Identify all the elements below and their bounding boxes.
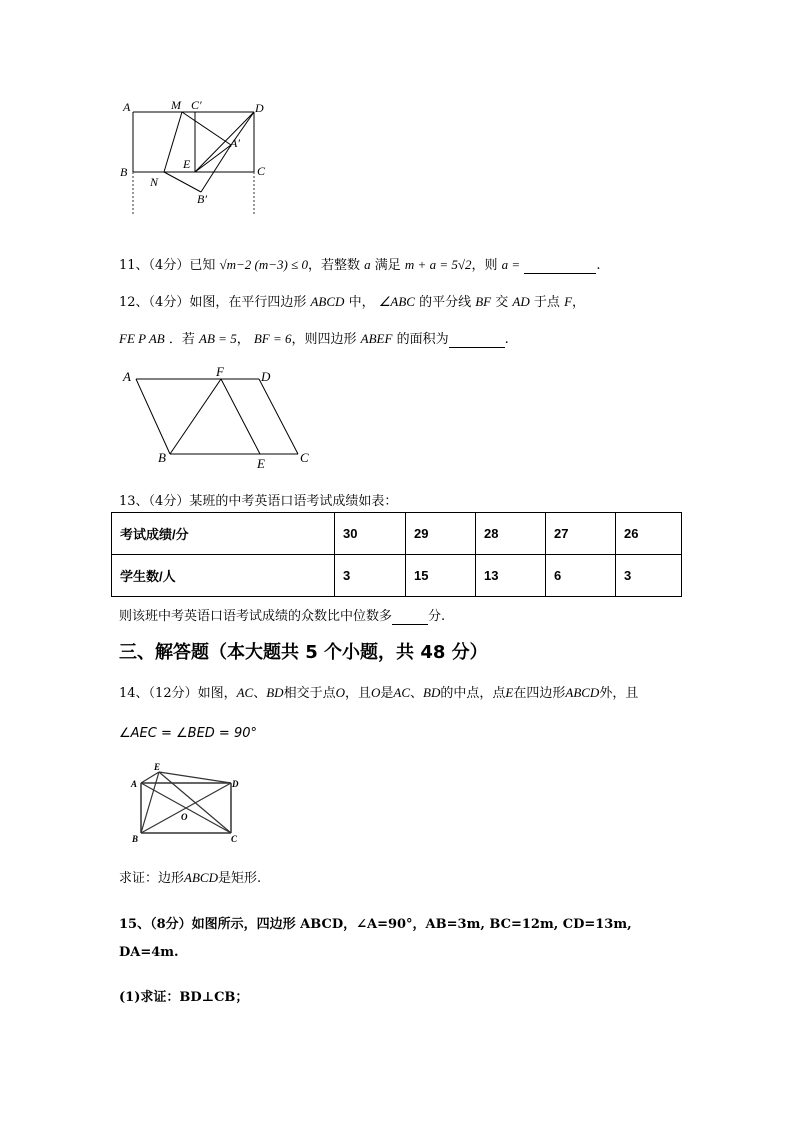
fig1-label-bp: B′ — [197, 192, 207, 206]
q13-after-text: 则该班中考英语口语考试成绩的众数比中位数多 — [119, 609, 393, 624]
fig3-label-b: B — [132, 834, 139, 844]
q12-f: F — [564, 294, 573, 309]
q11-cond-pre: 满足 — [374, 258, 401, 273]
fig1-ma — [182, 112, 231, 145]
fig2-edge-ab — [136, 379, 170, 454]
fig1-label-ap: A′ — [230, 136, 240, 150]
figure-rectangle-diagonals — [128, 760, 248, 844]
question-14 — [119, 682, 638, 701]
fig1-label-d: D — [255, 101, 264, 115]
q14-abcd: ABCD — [565, 685, 600, 700]
fig3-label-d: D — [232, 779, 239, 789]
fig1-de — [195, 112, 254, 172]
fig1-ea — [195, 145, 231, 172]
q14-condition: ∠AEC = ∠BED = 90° — [119, 726, 257, 741]
q14b-post: 是矩形. — [217, 871, 262, 886]
q14-p6: 在四边形 — [513, 686, 566, 701]
table-cell: 30 — [335, 513, 406, 555]
table-cell: 6 — [546, 555, 616, 597]
fig2-bf — [170, 379, 221, 454]
fig1-label-n: N — [150, 175, 159, 189]
figure-parallelogram — [118, 364, 318, 474]
q12-ab5: AB = 5 — [199, 331, 237, 346]
question-11 — [119, 254, 600, 274]
q14-ac: AC — [236, 685, 254, 700]
fig1-label-e: E — [183, 157, 191, 171]
fig3-label-o: O — [181, 812, 188, 822]
table-cell: 29 — [406, 513, 476, 555]
q12-mid3: 交 — [495, 295, 509, 310]
question-15-line2: DA=4m. — [119, 945, 179, 960]
q14-e: E — [505, 685, 514, 700]
q12-comma: ， — [236, 332, 250, 347]
q11-condition: m + a = 5√2 — [404, 257, 472, 272]
fig3-label-c: C — [231, 834, 238, 844]
table-row — [112, 513, 682, 555]
q11-then: ，则 — [471, 258, 498, 273]
question-15-part1: (1)求证：BD⊥CB； — [119, 990, 249, 1005]
q14-sep2: 、 — [410, 686, 424, 701]
table-cell: 15 — [406, 555, 476, 597]
table-row-label: 学生数/人 — [112, 555, 335, 597]
q12-abcd: ABCD — [310, 294, 345, 309]
table-header-label: 考试成绩/分 — [112, 513, 335, 555]
fig3-label-a: A — [131, 779, 138, 789]
q14-p5: 的中点，点 — [440, 686, 506, 701]
q12-bf6: BF = 6 — [253, 331, 292, 346]
q14-p3: ，且 — [344, 686, 371, 701]
table-cell: 27 — [546, 513, 616, 555]
table-cell: 13 — [476, 555, 546, 597]
q12-fe-ab: FE P AB — [119, 331, 165, 346]
fig1-label-m: M — [171, 98, 181, 112]
q11-ask: a = — [501, 257, 521, 272]
q12-bf: BF — [475, 294, 492, 309]
fig3-label-e: E — [154, 762, 161, 772]
q12-line2-c: ，则四边形 — [291, 332, 357, 347]
figure-folded-rectangle — [115, 95, 275, 215]
q13-after-end: 分. — [428, 609, 446, 624]
fig1-ab — [201, 145, 231, 192]
q12-line1-end: ， — [572, 295, 586, 310]
q14-bd2: BD — [423, 685, 441, 700]
fig2-label-c: C — [300, 450, 309, 465]
q12-angle: ∠ABC — [378, 294, 415, 309]
fig2-edge-dc — [259, 379, 298, 454]
q12-line2-d: 的面积为 — [396, 332, 449, 347]
q12-mid4: 于点 — [533, 295, 560, 310]
question-12-line1 — [119, 291, 585, 310]
table-cell: 3 — [335, 555, 406, 597]
q14-p2: 相交于点 — [283, 686, 336, 701]
q14-p7: 外，且 — [599, 686, 639, 701]
q14-p1: 14、（12分）如图， — [119, 686, 237, 701]
fig2-label-b: B — [158, 450, 166, 465]
q14-ac2: AC — [393, 685, 411, 700]
table-cell: 28 — [476, 513, 546, 555]
question-13-after — [119, 605, 445, 625]
fig2-label-e: E — [257, 456, 265, 471]
table-row — [112, 555, 682, 597]
question-15-line1: 15、（8分）如图所示，四边形 ABCD，∠A=90°，AB=3m, BC=12m, CD=13m, — [119, 917, 632, 932]
q12-mid1: 中， — [348, 295, 375, 310]
q14b-pre: 求证：边形 — [119, 871, 185, 886]
q14-p4: 是 — [380, 686, 394, 701]
q14-o: O — [335, 685, 345, 700]
q14-prove — [119, 867, 261, 886]
q12-abef: ABEF — [360, 331, 393, 346]
q14b-abcd: ABCD — [184, 870, 218, 885]
q11-mid: ，若整数 — [307, 258, 360, 273]
q12-mid2: 的平分线 — [419, 295, 472, 310]
fig2-fe — [221, 379, 260, 454]
q12-ad: AD — [512, 294, 530, 309]
fig1-label-cp: C′ — [191, 98, 202, 112]
fig1-label-b: B — [120, 165, 128, 179]
q14-bd: BD — [266, 685, 284, 700]
q11-answer-blank[interactable] — [524, 258, 596, 274]
q12-line2-b: ．若 — [168, 332, 195, 347]
table-cell: 3 — [616, 555, 682, 597]
fig1-label-a: A — [123, 100, 131, 114]
score-table — [111, 512, 682, 597]
q11-expression: √m−2 (m−3) ≤ 0 — [219, 257, 308, 272]
fig2-label-d: D — [261, 369, 271, 384]
section-title: 三、解答题（本大题共 5 个小题，共 48 分） — [119, 642, 488, 663]
fig2-label-f: F — [216, 364, 224, 379]
fig1-label-c: C — [257, 164, 266, 178]
q12-end: . — [504, 332, 509, 347]
q13-answer-blank[interactable] — [392, 609, 428, 625]
fig2-label-a: A — [123, 369, 131, 384]
q14-sep: 、 — [253, 686, 267, 701]
fig1-mn — [164, 112, 182, 172]
q11-number: 11、（4分）已知 — [119, 258, 216, 273]
q12-line1-text: 12、（4分）如图，在平行四边形 — [119, 295, 307, 310]
question-12-line2 — [119, 328, 509, 348]
q11-end: . — [596, 258, 601, 273]
table-cell: 26 — [616, 513, 682, 555]
q11-var-a: a — [364, 257, 371, 272]
fig1-nb — [164, 172, 201, 192]
q12-answer-blank[interactable] — [449, 332, 505, 348]
question-13: 13、（4分）某班的中考英语口语考试成绩如表： — [119, 494, 398, 509]
q14-o2: O — [371, 685, 381, 700]
